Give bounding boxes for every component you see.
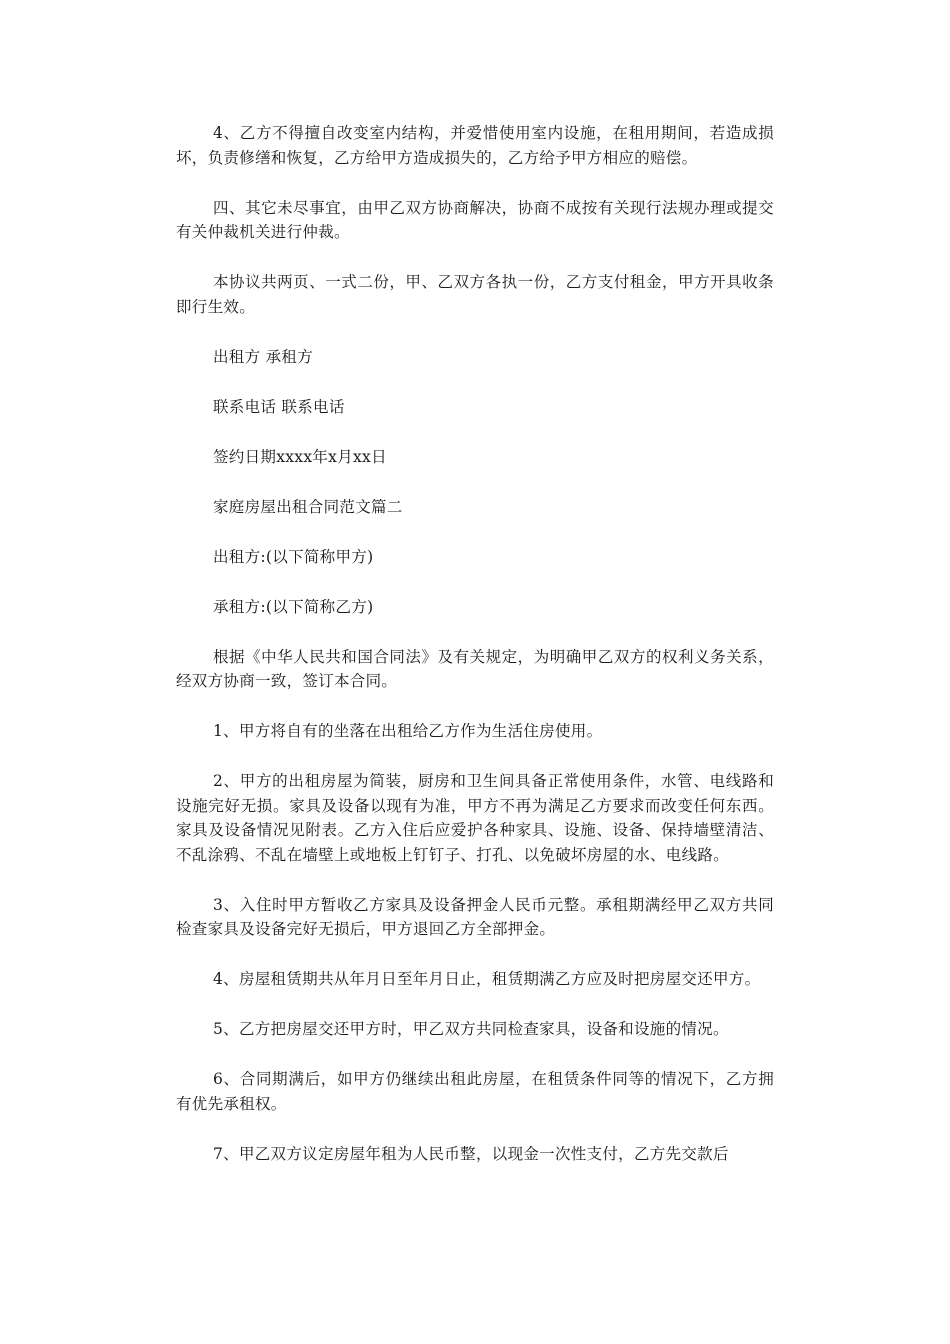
agreement-effect-paragraph: 本协议共两页、一式二份，甲、乙双方各执一份，乙方支付租金，甲方开具收条即行生效。 <box>176 273 774 316</box>
clause-3-paragraph: 3、入住时甲方暂收乙方家具及设备押金人民币元整。承租期满经甲乙双方共同检查家具及设备完好无损后，甲方退回乙方全部押金。 <box>176 895 774 938</box>
document-body <box>176 121 774 1192</box>
clause-5-paragraph: 5、乙方把房屋交还甲方时，甲乙双方共同检查家具，设备和设施的情况。 <box>213 1020 729 1038</box>
clause-4-paragraph: 4、房屋租赁期共从年月日至年月日止，租赁期满乙方应及时把房屋交还甲方。 <box>213 970 761 988</box>
clause-6-paragraph: 6、合同期满后，如甲方仍继续出租此房屋，在租赁条件同等的情况下，乙方拥有优先承租权。 <box>176 1070 774 1113</box>
clause-2-paragraph: 2、甲方的出租房屋为简装，厨房和卫生间具备正常使用条件，水管、电线路和设施完好无损。家具及设备以现有为准，甲方不再为满足乙方要求而改变任何东西。家具及设备情况见附表。乙方入住后应爱护各种家具、设施、设备、保持墙壁清洁、不乱涂鸦、不乱在墙壁上或地板上钉钉子、打孔、以免破坏房屋的水、电线路。 <box>176 772 774 864</box>
section-title-part-two: 家庭房屋出租合同范文篇二 <box>213 497 403 516</box>
contact-phone-line: 联系电话 联系电话 <box>213 397 345 416</box>
clause-7-paragraph: 7、甲乙双方议定房屋年租为人民币整，以现金一次性支付，乙方先交款后 <box>213 1144 729 1163</box>
lessor-line: 出租方:(以下简称甲方) <box>213 547 374 566</box>
signing-date-line: 签约日期xxxx年x月xx日 <box>213 447 387 466</box>
contract-preamble-paragraph: 根据《中华人民共和国合同法》及有关规定，为明确甲乙双方的权利义务关系，经双方协商一致，签订本合同。 <box>176 647 774 690</box>
parties-signature-line: 出租方 承租方 <box>213 347 314 366</box>
clause-1-paragraph: 1、甲方将自有的坐落在出租给乙方作为生活住房使用。 <box>213 722 603 740</box>
lessee-line: 承租方:(以下简称乙方) <box>213 597 374 616</box>
clause-four-other-matters-paragraph: 四、其它未尽事宜，由甲乙双方协商解决，协商不成按有关现行法规办理或提交有关仲裁机关进行仲裁。 <box>176 198 774 241</box>
clause-4-repair-paragraph: 4、乙方不得擅自改变室内结构，并爱惜使用室内设施，在租用期间，若造成损坏，负责修缮和恢复，乙方给甲方造成损失的，乙方给予甲方相应的赔偿。 <box>176 124 774 167</box>
